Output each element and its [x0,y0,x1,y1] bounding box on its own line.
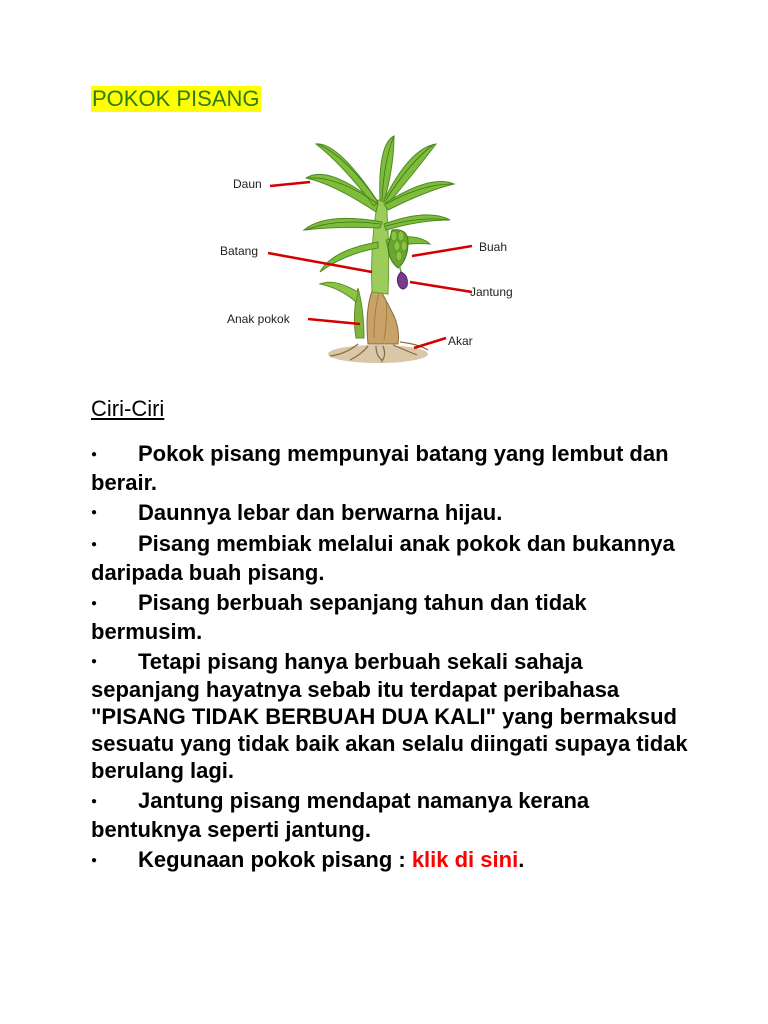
bullet-icon: ● [91,796,98,808]
list-item [91,787,691,843]
list-item [91,530,691,586]
list-item-text: Pisang berbuah sepanjang tahun dan tidak bermusim. [91,590,587,644]
bullet-icon: ● [91,507,98,519]
label-buah: Buah [479,240,508,254]
list-item-text: Daunnya lebar dan berwarna hijau. [138,499,503,525]
bullet-icon: ● [91,448,98,460]
list-item-text: Tetapi pisang hanya berbuah sekali sahaja sepanjang hayatnya sebab itu terdapat peribahasa "PISANG TIDAK BERBUAH DUA KALI" yang bermaksud sesuatu yang tidak baik akan selalu diingati supaya tidak berulang lagi. [91,648,688,784]
list-item-text: Jantung pisang mendapat namanya kerana bentuknya seperti jantung. [91,788,590,843]
list-item [91,499,691,528]
label-anak-pokok: Anak pokok [227,312,290,326]
page-title: POKOK PISANG [92,86,260,111]
section-heading: Ciri-Ciri [91,396,165,421]
list-item-suffix: . [518,847,525,873]
uses-link[interactable]: klik di sini [411,847,519,873]
bullet-icon: ● [91,539,98,551]
bullet-icon: ● [91,656,98,668]
list-item-text: Kegunaan pokok pisang : [138,847,412,873]
characteristics-list [91,440,691,878]
label-daun: Daun [233,177,262,191]
list-item-text: Pisang membiak melalui anak pokok dan bukannya daripada buah pisang. [91,531,675,586]
list-item [91,648,691,785]
label-akar: Akar [448,334,473,348]
banana-plant-diagram [218,132,530,370]
list-item [91,846,691,875]
bullet-icon: ● [91,597,98,609]
list-item-text: Pokok pisang mempunyai batang yang lembut dan berair. [91,441,669,495]
list-item [91,440,691,496]
list-item [91,589,691,645]
banana-heart [397,272,407,289]
label-jantung: Jantung [470,285,513,299]
banana-plant-illustration [218,132,530,370]
label-batang: Batang [220,244,259,258]
bullet-icon: ● [91,854,98,866]
